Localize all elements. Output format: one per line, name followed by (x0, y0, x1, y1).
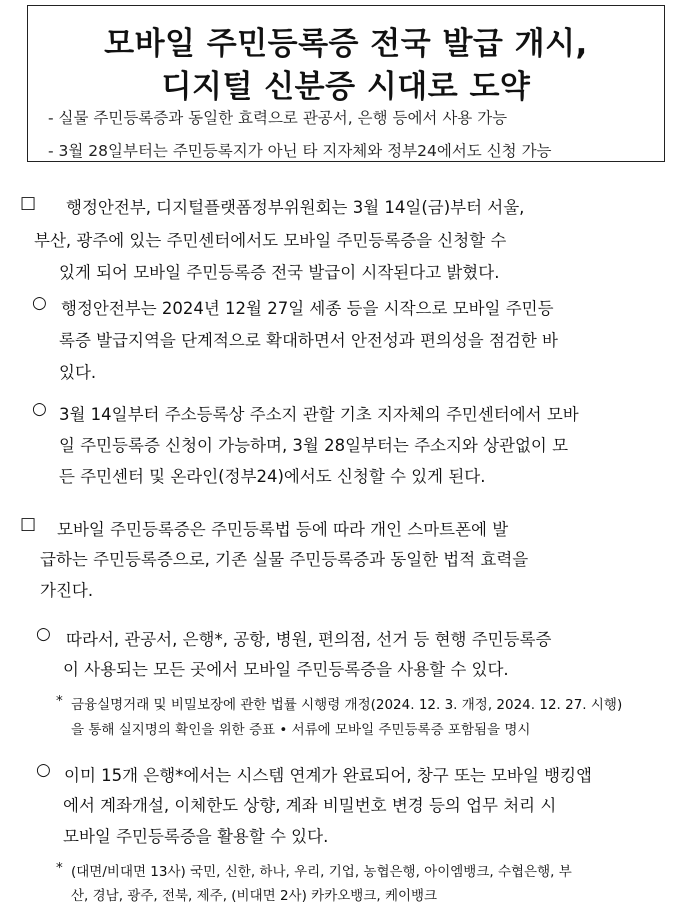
subparagraph-1a-line: 록증 발급지역을 단계적으로 확대하면서 안전성과 편의성을 점검한 바 (59, 331, 558, 350)
footnote-1-line: 을 통해 실지명의 확인을 위한 증표 • 서류에 모바일 주민등록증 포함됨을 명시 (71, 722, 531, 738)
footnote-2-line: 산, 경남, 광주, 전북, 제주, (비대면 2사) 카카오뱅크, 케이뱅크 (71, 888, 438, 904)
subheadline-2: - 3월 28일부터는 주민등록지가 아닌 타 지자체와 정부24에서도 신청 가능 (48, 142, 552, 160)
paragraph-1-line: 있게 되어 모바일 주민등록증 전국 발급이 시작된다고 밝혔다. (59, 263, 500, 282)
subparagraph-1b-line: 3월 14일부터 주소등록상 주소지 관할 기초 지자체의 주민센터에서 모바 (59, 405, 579, 424)
headline-line-1: 모바일 주민등록증 전국 발급 개시, (104, 26, 588, 62)
subparagraph-2a-line: 이 사용되는 모든 곳에서 모바일 주민등록증을 사용할 수 있다. (63, 660, 509, 679)
paragraph-2-line: 모바일 주민등록증은 주민등록법 등에 따라 개인 스마트폰에 발 (57, 520, 509, 539)
circle-bullet-icon: ○ (36, 624, 51, 644)
paragraph-1-line: 행정안전부, 디지털플랫폼정부위원회는 3월 14일(금)부터 서울, (66, 198, 525, 217)
subparagraph-1b-line: 일 주민등록증 신청이 가능하며, 3월 28일부터는 주소지와 상관없이 모 (59, 436, 569, 455)
subparagraph-1b-line: 든 주민센터 및 온라인(정부24)에서도 신청할 수 있게 된다. (59, 467, 486, 486)
footnote-marker: * (56, 860, 63, 876)
headline-line-2: 디지털 신분증 시대로 도약 (161, 69, 531, 105)
title-box (27, 5, 665, 162)
paragraph-2-line: 가진다. (40, 581, 94, 600)
subparagraph-2a-line: 따라서, 관공서, 은행*, 공항, 병원, 편의점, 선거 등 현행 주민등록증 (66, 630, 552, 649)
subparagraph-2b-line: 모바일 주민등록증을 활용할 수 있다. (63, 827, 329, 846)
square-bullet-icon: □ (20, 193, 37, 213)
circle-bullet-icon: ○ (36, 760, 51, 780)
subparagraph-2b-line: 이미 15개 은행*에서는 시스템 연계가 완료되어, 창구 또는 모바일 뱅킹앱 (64, 766, 592, 785)
footnote-marker: * (56, 693, 63, 709)
circle-bullet-icon: ○ (32, 293, 47, 313)
subparagraph-2b-line: 에서 계좌개설, 이체한도 상향, 계좌 비밀번호 변경 등의 업무 처리 시 (63, 796, 557, 815)
subparagraph-1a-line: 있다. (59, 363, 97, 382)
footnote-1-line: 금융실명거래 및 비밀보장에 관한 법률 시행령 개정(2024. 12. 3. 개정, 2024. 12. 27. 시행) (71, 697, 623, 713)
paragraph-2-line: 급하는 주민등록증으로, 기존 실물 주민등록증과 동일한 법적 효력을 (40, 550, 529, 569)
footnote-2-line: (대면/비대면 13사) 국민, 신한, 하나, 우리, 기업, 농협은행, 아이엠뱅크, 수협은행, 부 (71, 864, 572, 880)
circle-bullet-icon: ○ (32, 399, 47, 419)
subheadline-1: - 실물 주민등록증과 동일한 효력으로 관공서, 은행 등에서 사용 가능 (48, 109, 508, 127)
paragraph-1-line: 부산, 광주에 있는 주민센터에서도 모바일 주민등록증을 신청할 수 (34, 231, 507, 250)
square-bullet-icon: □ (20, 514, 37, 534)
subparagraph-1a-line: 행정안전부는 2024년 12월 27일 세종 등을 시작으로 모바일 주민등 (61, 299, 554, 318)
